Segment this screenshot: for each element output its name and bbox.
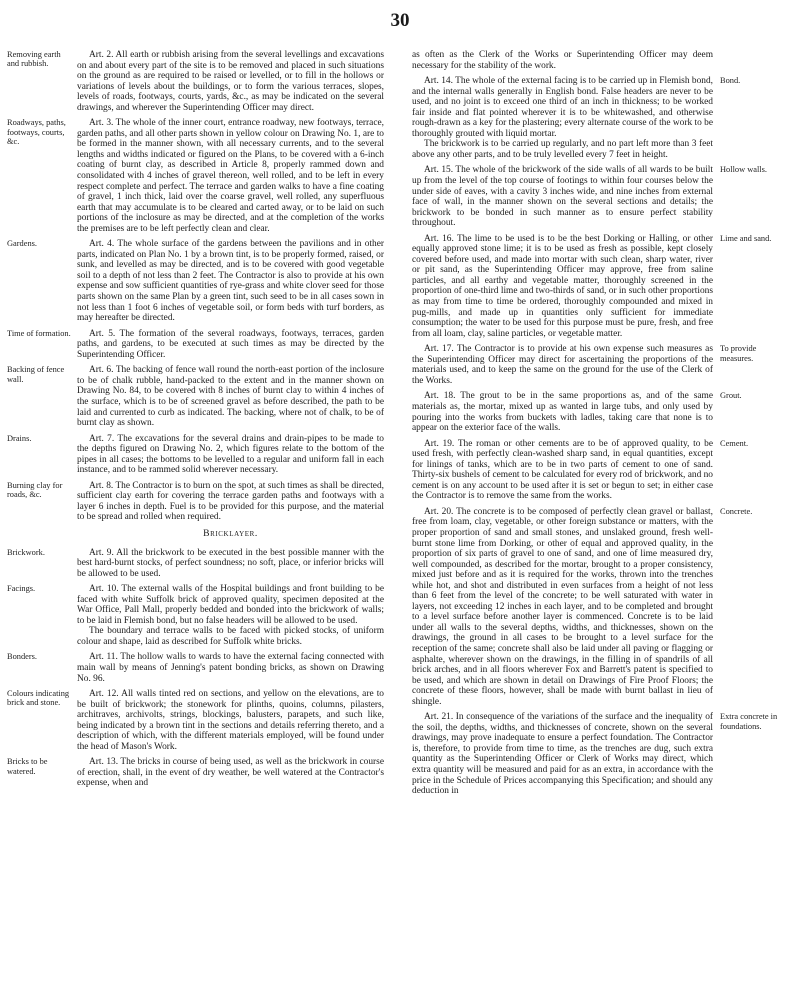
article [7,433,384,476]
article [7,480,384,523]
article [412,344,757,386]
article [7,328,384,361]
paragraph: Art. 8. The Contractor is to burn on the spot, at such times as shall be directed, sufficient clay earth for covering the terrace garden paths and footways with a layer 6 inches in depth. Fuel is to be provided for this purpose, and the material to be spread and rolled when required. [77,480,384,523]
margin-note: Bricks to be watered. [7,757,48,776]
margin-note: Backing of fence wall. [7,365,65,384]
right-column [412,50,778,802]
page-number: 30 [390,10,410,31]
margin-note: Extra concrete in foundations. [720,712,778,731]
margin-note: Cement. [720,438,749,448]
paragraph: Art. 19. The roman or other cements are to be of approved quality, to be used fresh, with perfectly clean-washed sharp sand, in equal quantities, except for linings of tanks, which are to be in two parts of cement to one of sand. Thirty-six bushels of cement to be calculated for every rod of brickwork, and no cement is on any account to be used after it is set or begun to set; in either case the Contractor is to remove the same from the works. [412,438,713,502]
margin-note: Grout. [720,391,742,401]
paragraph: Art. 12. All walls tinted red on sections, and yellow on the elevations, are to be built of brickwork; the stonework for plinths, quoins, columns, pilasters, architraves, archivolts, strings, blockings, balusters, parapets, and such like, being indicated by a brown tint in the sections and details referring thereto, and a description of which, with the different materials employed, will be found under the head of Mason's Work. [77,689,384,752]
article [7,50,384,113]
margin-note: Burning clay for roads, &c. [7,480,63,500]
paragraph: The brickwork is to be carried up regularly, and no part left more than 3 feet above any other parts, and to be truly levelled every 7 feet in height. [412,139,713,160]
article [412,438,749,502]
paragraph: Art. 6. The backing of fence wall round the north-east portion of the inclosure to be of chalk rubble, hand-packed to the extent and in the manner shown on Drawing No. 84, to be covered with 8 inches of burnt clay to within 4 inches of the surface, which is to be of screened gravel as before described, the path to be laid and currented to curb as indicated. The backing, where not of chalk, to be of burnt clay as shown. [77,365,384,429]
paragraph: Art. 17. The Contractor is to provide at his own expense such measures as the Superintending Officer may direct for ascertaining the proportions of the materials used, and to keep the same on the ground for the use of the Clerk of the Works. [412,344,713,386]
paragraph: Art. 4. The whole surface of the gardens between the pavilions and in other parts, indicated on Plan No. 1 by a brown tint, is to be properly formed, raised, or sunk, and levelled as may be directed, and is to be covered with good vegetable soil to a depth of not less than 2 feet. The Contractor is also to provide at his own expense and sow sufficient quantities of rye-grass and white clover seed for those parts shown on the same Plan by a green tint, such seed to be in all cases sown in not less than 1 foot 6 inches of vegetable soil, or form beds with turf borders, as may hereafter be directed. [77,239,384,324]
article [412,76,741,160]
paragraph: Art. 7. The excavations for the several drains and drain-pipes to be made to the depths figured on Drawing No. 2, which figures relate to the bottom of the pipes in all cases; the bottoms to be levelled to a regular and uniform fall in each instance, and to be rammed solid wherever necessary. [77,433,384,476]
paragraph: Art. 18. The grout to be in the same proportions as, and of the same materials as, the mortar, mixed up as wanted in large tubs, and only used by pouring into the works from buckets with ladles, taking care that none is to appear on the exterior face of the walls. [412,391,713,434]
paragraph: Art. 14. The whole of the external facing is to be carried up in Flemish bond, and the internal walls generally in English bond. False headers are never to be used, and no joint is to exceed one third of an inch in thickness; to be worked fair inside and flat pointed wherever it is to be whitewashed, and otherwise rough-drawn as a key for the plastering; every alternate course of the work to be thoroughly grouted with liquid mortar. [412,76,713,139]
paragraph: Art. 20. The concrete is to be composed of perfectly clean gravel or ballast, free from loam, clay, vegetable, or other foreign substance or matters, with the proper proportion of sand and small stones, and unslaked ground, fresh well-burnt stone lime from Dorking, or other of equal and approved quality, in the proportion of six parts of gravel to one of sand, and one of lime measured dry, well compounded, as described for the mortar, brought to a proper consistency, mixed just before and as it is required for the works, thrown into the trenches while hot, and shot and distributed in even surfaces from a height of not less than 6 feet from the level of the concrete; to be well saturated with water in layers, not exceeding 12 inches in each layer, and to be completed and brought to a level surface before another layer is commenced. Concrete is to be laid under all walls to the several depths, widths, and thicknesses, shown on the drawings, the ground in all cases to be brought to a level surface for the reception of the same; concrete shall also be laid under all paving or flagging or asphalte, wherever shown on the drawings, in the filling in of spandrils of all brick arches, and in all floors wherever Fox and Barrett's patent is specified to be used, and which are shown in detail on Drawings of Fire Proof Floors; the concrete of these floors, however, shall be made with burnt ballast in lieu of shingle. [412,506,713,707]
article [412,506,753,707]
paragraph: Art. 10. The external walls of the Hospital buildings and front building to be faced with white Suffolk brick of approved quality, specimen deposited at the War Office, Pall Mall, properly bedded and bonded into the brickwork of walls; to be laid in Flemish bond, but no false headers will be allowed to be used. [77,584,384,626]
margin-note: Gardens. [7,239,37,249]
margin-note: Bond. [720,76,741,86]
paragraph: Art. 11. The hollow walls to wards to have the external facing connected with main wall by means of Jenning's patent bonding bricks, as shown on Drawing No. 96. [77,652,384,684]
article [7,118,384,234]
paragraph: Art. 13. The bricks in course of being used, as well as the brickwork in course of erection, shall, in the event of dry weather, be well watered at the Contractor's expense, when and [77,757,384,789]
margin-note: Lime and sand. [720,233,772,243]
article [412,233,772,339]
article [7,365,384,429]
article [412,391,742,434]
paragraph: Art. 21. In consequence of the variations of the surface and the inequality of the soil, the depths, widths, and thicknesses of concrete, shown on the several drawings, may prove inadequate to ensure a perfect foundation. The Contractor is, therefore, to provide from time to time, as the trenches are dug, such extra quantity as the Superintending Officer or Clerk of Works may direct, which extra quantity will be measured and paid for as an extra, in accordance with the price in the Schedule of Prices accompanying this Specification; and should any deduction in [412,712,713,797]
margin-note: To provide measures. [720,344,757,363]
margin-note: Drains. [7,433,32,443]
margin-note: Time of formation. [7,328,71,338]
paragraph: Art. 5. The formation of the several roadways, footways, terraces, garden paths, and gardens, to be executed at such times as may be directed by the Superintending Officer. [77,328,384,360]
margin-note: Hollow walls. [720,165,767,175]
article [7,652,384,684]
section-heading: Bricklayer. [203,527,258,539]
paragraph: Art. 16. The lime to be used is to be the best Dorking or Halling, or other equally approved stone lime; it is to be used as fresh as possible, kept closely covered before used, and made into mortar with such clean, sharp water, river or pit sand, as the Superintending Officer may approve, free from saline particles, and all earthy and vegetable matter, thoroughly screened in the proportion of one-third lime and two-thirds of sand, or in such other proportions as may from time to time be ordered, thoroughly compounded and mixed in pug-mills, and made up in quantities only sufficient for immediate consumption; the water to be used for this purpose must be pure, fresh, and free from all loam, clay, saline particles, or vegetable matter. [412,233,713,339]
article [412,165,767,229]
margin-note: Concrete. [720,506,753,516]
paragraph: The boundary and terrace walls to be faced with picked stocks, of uniform colour and shape, laid as described for Suffolk white bricks. [77,626,384,647]
margin-note: Removing earth and rubbish. [7,50,61,69]
paragraph: Art. 9. All the brickwork to be executed in the best possible manner with the best hard-burnt stocks, of perfect soundness; no soft, place, or inferior bricks will be allowed to be used. [77,547,384,579]
margin-note: Brickwork. [7,547,45,557]
paragraph: Art. 15. The whole of the brickwork of the side walls of all wards to be built up from the level of the top course of footings to within four courses below the under side of eaves, with a cavity 3 inches wide, and nine inches from external face of wall, in the manner shown on the several sections and details; the brickwork to be bonded in such manner as to ensure perfect stability throughout. [412,165,713,229]
article [412,712,778,797]
margin-note: Roadways, paths, footways, courts, &c. [7,118,66,147]
article [7,757,384,789]
article [7,584,384,647]
article [7,547,384,580]
left-column [7,50,384,794]
paragraph: Art. 3. The whole of the inner court, entrance roadway, new footways, terrace, garden paths, and all other parts shown in yellow colour on Drawing No. 1, are to be formed in the manner shown, with all necessary currents, and to the several lengths and widths indicated or figured on the Plans, to be covered with a 6-inch coating of burnt clay, as described in Article 8, properly rammed down and consolidated with 4 inches of gravel thereon, well rolled, and to be left in every respect complete and perfect. The terrace and garden walks to have a fine coating of gravel, 1 inch thick, laid over the coarse gravel, well rolled, any superfluous earth that may accumulate is to be cleared and carted away, or to be laid on such portions of the inclosure as may be directed, and at the completion of the works the premises are to be left perfectly clean and clear. [77,118,384,234]
article [7,239,384,324]
margin-note: Colours indicating brick and stone. [7,689,70,708]
paragraph: as often as the Clerk of the Works or Superintending Officer may deem necessary for the stability of the work. [412,50,713,71]
margin-note: Facings. [7,584,36,594]
article [7,689,384,752]
paragraph: Art. 2. All earth or rubbish arising from the several levellings and excavations on and about every part of the site is to be removed and placed in such situations on the ground as are required to be raised or levelled, or to fill in the hollows or variations of levels about the buildings, or to form the various terraces, slopes, levels of roads, footways, courts, yards, &c., as may be indicated on the several drawings, and wherever the Superintending Officer may direct. [77,50,384,113]
margin-note: Bonders. [7,652,38,662]
article [412,50,713,71]
